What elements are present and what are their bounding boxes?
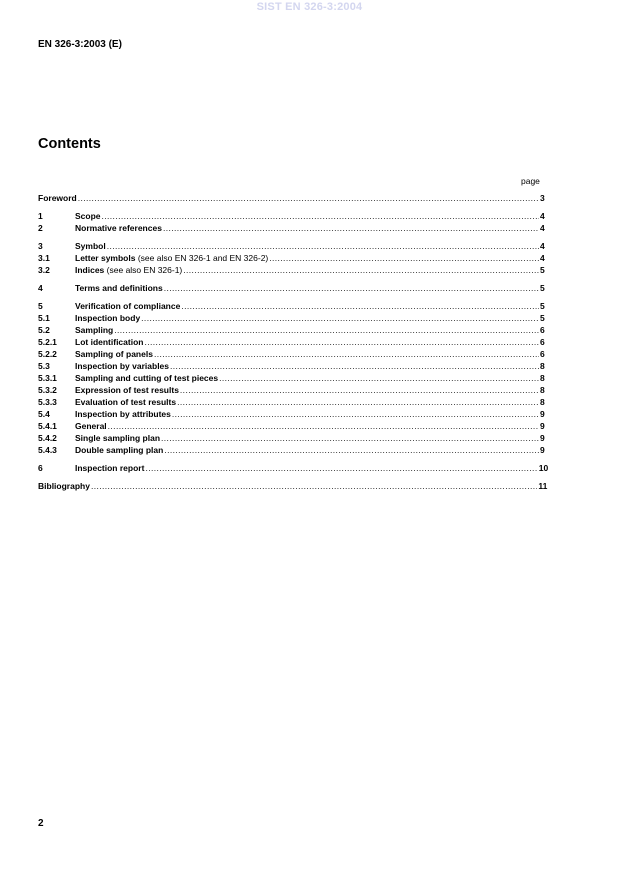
dot-leader <box>164 282 539 294</box>
toc-entry-title: Double sampling plan <box>75 445 164 455</box>
toc-entry[interactable] <box>38 252 544 264</box>
toc-entry-number: 5.4.1 <box>38 421 57 431</box>
dot-leader <box>163 222 539 234</box>
toc-entry-number: 5.1 <box>38 313 50 323</box>
toc-entry-title: Inspection by attributes <box>75 409 171 419</box>
toc-entry[interactable] <box>38 312 544 324</box>
toc-entry-title: Normative references <box>75 223 162 233</box>
dot-leader <box>78 192 539 204</box>
toc-entry-page: 5 <box>540 283 545 293</box>
toc-entry-page: 9 <box>540 445 545 455</box>
toc-entry-number: 5.3 <box>38 361 50 371</box>
dot-leader <box>108 420 539 432</box>
toc-entry-page: 11 <box>538 481 548 491</box>
toc-entry[interactable] <box>38 384 544 396</box>
toc-entry-page: 3 <box>540 193 545 203</box>
dot-leader <box>102 210 539 222</box>
toc-entry-page: 5 <box>540 265 545 275</box>
toc-entry-title: Scope <box>75 211 101 221</box>
toc-entry-number: 5.4.2 <box>38 433 57 443</box>
toc-entry-page: 6 <box>540 349 545 359</box>
toc-entry-page: 8 <box>540 385 545 395</box>
toc-entry-title: Bibliography <box>38 481 90 491</box>
toc-entry-title: Verification of compliance <box>75 301 181 311</box>
toc-entry-number: 2 <box>38 223 43 233</box>
document-id: EN 326-3:2003 (E) <box>38 39 122 50</box>
table-of-contents <box>38 192 549 492</box>
toc-entry-number: 5.2 <box>38 325 50 335</box>
toc-entry-number: 3.2 <box>38 265 50 275</box>
toc-entry-page: 8 <box>540 361 545 371</box>
toc-entry-title: Inspection by variables <box>75 361 170 371</box>
toc-entry-title: Expression of test results <box>75 385 179 395</box>
toc-entry-number: 6 <box>38 463 43 473</box>
toc-entry-title: Single sampling plan <box>75 433 161 443</box>
toc-entry-title: Sampling <box>75 325 114 335</box>
dot-leader <box>161 432 539 444</box>
toc-entry-title: Letter symbols <box>75 253 136 263</box>
toc-entry-page: 5 <box>540 313 545 323</box>
toc-entry-title: Sampling of panels <box>75 349 153 359</box>
watermark-standard-id: SIST EN 326-3:2004 <box>256 1 363 13</box>
toc-entry-title: Inspection report <box>75 463 145 473</box>
toc-entry-page: 9 <box>540 409 545 419</box>
page-column-label: page <box>521 176 540 186</box>
toc-entry-title: Sampling and cutting of test pieces <box>75 373 219 383</box>
toc-entry-number: 5.3.2 <box>38 385 57 395</box>
toc-entry[interactable] <box>38 432 544 444</box>
toc-entry[interactable] <box>38 462 549 474</box>
toc-entry-title: Terms and definitions <box>75 283 163 293</box>
dot-leader <box>180 384 539 396</box>
toc-entry[interactable] <box>38 324 544 336</box>
toc-entry-number: 4 <box>38 283 43 293</box>
dot-leader <box>164 444 539 456</box>
toc-entry-page: 5 <box>540 301 545 311</box>
toc-entry-page: 6 <box>540 337 545 347</box>
toc-entry[interactable] <box>38 240 544 252</box>
toc-entry-title: Symbol <box>75 241 106 251</box>
toc-entry-title: Lot identification <box>75 337 144 347</box>
toc-entry[interactable] <box>38 264 544 276</box>
toc-entry[interactable] <box>38 480 548 492</box>
dot-leader <box>91 480 537 492</box>
page-title: Contents <box>38 136 101 152</box>
toc-entry-page: 4 <box>540 211 545 221</box>
toc-entry[interactable] <box>38 222 544 234</box>
toc-entry[interactable] <box>38 336 544 348</box>
toc-entry-number: 3.1 <box>38 253 50 263</box>
dot-leader <box>145 462 537 474</box>
toc-entry-number: 5.3.3 <box>38 397 57 407</box>
toc-entry-page: 10 <box>538 463 549 473</box>
toc-entry-page: 8 <box>540 373 545 383</box>
toc-entry-title: Inspection body <box>75 313 141 323</box>
dot-leader <box>177 396 539 408</box>
toc-entry[interactable] <box>38 192 544 204</box>
toc-entry-number: 5.2.1 <box>38 337 57 347</box>
dot-leader <box>107 240 539 252</box>
toc-entry-title: Indices <box>75 265 105 275</box>
toc-entry-page: 8 <box>540 397 545 407</box>
toc-entry[interactable] <box>38 372 544 384</box>
toc-entry[interactable] <box>38 396 544 408</box>
toc-entry-page: 4 <box>540 241 545 251</box>
dot-leader <box>141 312 539 324</box>
toc-entry[interactable] <box>38 420 544 432</box>
toc-entry-page: 4 <box>540 223 545 233</box>
toc-entry-title: General <box>75 421 107 431</box>
dot-leader <box>170 360 539 372</box>
toc-entry[interactable] <box>38 300 544 312</box>
toc-entry-page: 9 <box>540 433 545 443</box>
dot-leader <box>269 252 539 264</box>
toc-entry-number: 5.2.2 <box>38 349 57 359</box>
toc-entry-page: 4 <box>540 253 545 263</box>
toc-entry-number: 5.4 <box>38 409 50 419</box>
dot-leader <box>144 336 539 348</box>
dot-leader <box>183 264 539 276</box>
toc-entry-note: (see also EN 326-1 and EN 326-2) <box>137 253 269 263</box>
toc-entry-number: 3 <box>38 241 43 251</box>
toc-entry[interactable] <box>38 444 544 456</box>
toc-entry[interactable] <box>38 348 544 360</box>
toc-entry[interactable] <box>38 282 544 294</box>
dot-leader <box>181 300 539 312</box>
toc-entry[interactable] <box>38 210 544 222</box>
toc-entry-number: 5.3.1 <box>38 373 57 383</box>
toc-entry-number: 5 <box>38 301 43 311</box>
page-number: 2 <box>38 818 44 829</box>
toc-entry-number: 1 <box>38 211 43 221</box>
dot-leader <box>172 408 539 420</box>
toc-entry-title: Evaluation of test results <box>75 397 177 407</box>
dot-leader <box>114 324 539 336</box>
dot-leader <box>154 348 539 360</box>
toc-entry-page: 6 <box>540 325 545 335</box>
toc-entry-page: 9 <box>540 421 545 431</box>
toc-entry[interactable] <box>38 360 544 372</box>
toc-entry-number: 5.4.3 <box>38 445 57 455</box>
toc-entry-title: Foreword <box>38 193 77 203</box>
toc-entry[interactable] <box>38 408 544 420</box>
toc-entry-note: (see also EN 326-1) <box>106 265 183 275</box>
dot-leader <box>219 372 539 384</box>
